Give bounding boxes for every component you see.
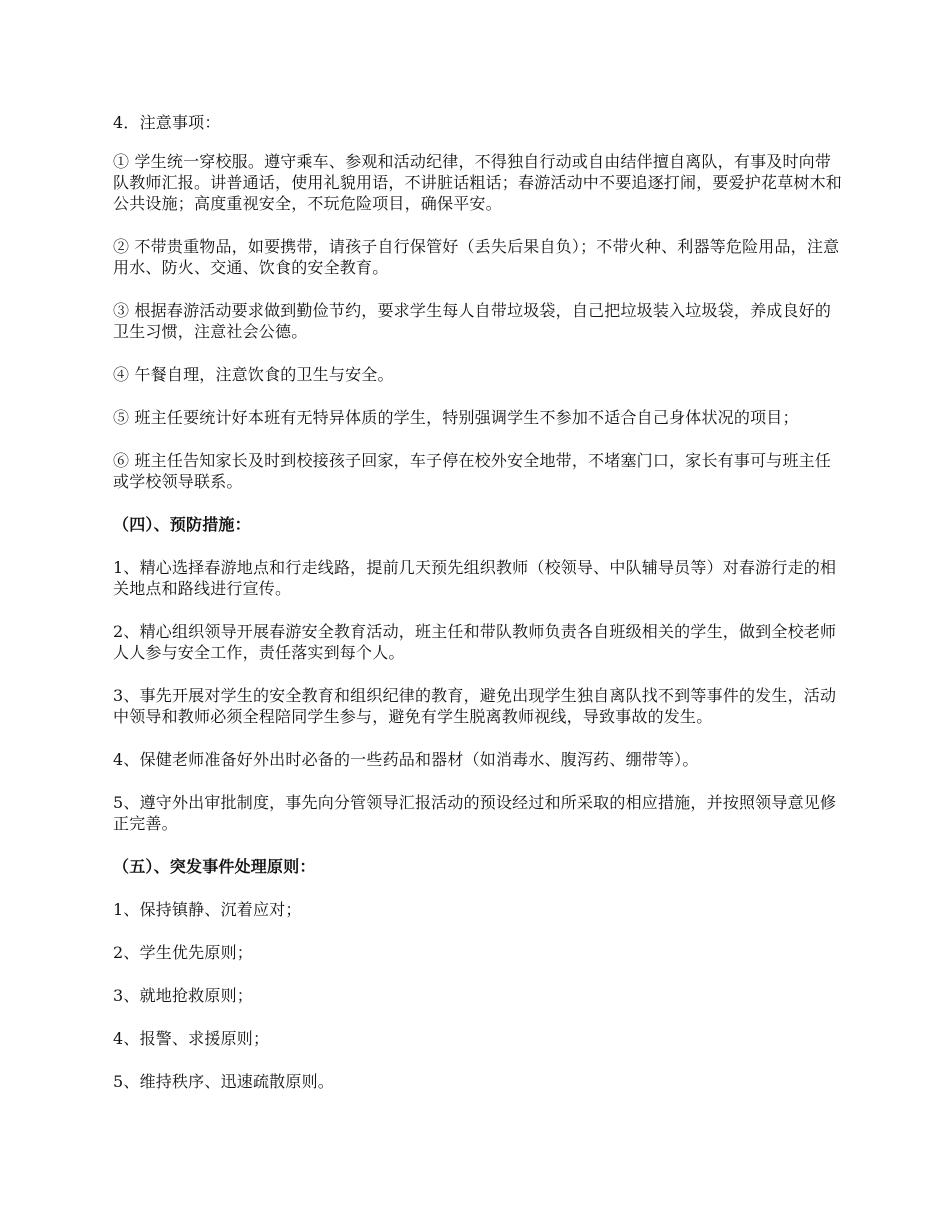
emergency-item-3: 3、就地抢救原则； [113,986,253,1005]
note-item-2: ② 不带贵重物品，如要携带，请孩子自行保管好（丢失后果自负）；不带火种、利器等危险用品，注意用水、防火、交通、饮食的安全教育。 [113,237,840,277]
emergency-item-5: 5、维持秩序、迅速疏散原则。 [113,1072,334,1091]
prevention-item-1: 1、精心选择春游地点和行走线路，提前几天预先组织教师（校领导、中队辅导员等）对春游行走的相关地点和路线进行宣传。 [113,558,837,598]
emergency-heading: （五）、突发事件处理原则： [113,857,316,876]
emergency-item-2: 2、学生优先原则； [113,943,253,962]
note-item-1: ① 学生统一穿校服。遵守乘车、参观和活动纪律，不得独自行动或自由结伴擅自离队，有事及时向带队教师汇报。讲普通话，使用礼貌用语，不讲脏话粗话；春游活动中不要追逐打闹，要爱护花草树木和公共设施；高度重视安全，不玩危险项目，确保平安。 [113,152,843,213]
emergency-item-4: 4、报警、求援原则； [113,1029,270,1048]
notes-heading: 4．注意事项： [113,113,221,132]
prevention-item-4: 4、保健老师准备好外出时必备的一些药品和器材（如消毒水、腹泻药、绷带等）。 [113,750,699,769]
prevention-item-5: 5、遵守外出审批制度，事先向分管领导汇报活动的预设经过和所采取的相应措施，并按照领导意见修正完善。 [113,793,837,833]
prevention-item-2: 2、精心组织领导开展春游安全教育活动，班主任和带队教师负责各自班级相关的学生，做到全校老师人人参与安全工作，责任落实到每个人。 [113,622,837,662]
note-item-6: ⑥ 班主任告知家长及时到校接孩子回家，车子停在校外安全地带，不堵塞门口，家长有事可与班主任或学校领导联系。 [113,451,832,491]
emergency-item-1: 1、保持镇静、沉着应对； [113,900,302,919]
note-item-5: ⑤ 班主任要统计好本班有无特异体质的学生，特别强调学生不参加不适合自己身体状况的项目； [113,408,799,427]
prevention-item-3: 3、事先开展对学生的安全教育和组织纪律的教育，避免出现学生独自离队找不到等事件的发生，活动中领导和教师必须全程陪同学生参与，避免有学生脱离教师视线，导致事故的发生。 [113,686,837,726]
note-item-4: ④ 午餐自理，注意饮食的卫生与安全。 [113,365,394,384]
prevention-heading: （四）、预防措施： [113,515,251,534]
document-page [113,112,843,1114]
note-item-3: ③ 根据春游活动要求做到勤俭节约，要求学生每人自带垃圾袋，自己把垃圾装入垃圾袋，养成良好的卫生习惯，注意社会公德。 [113,301,832,341]
